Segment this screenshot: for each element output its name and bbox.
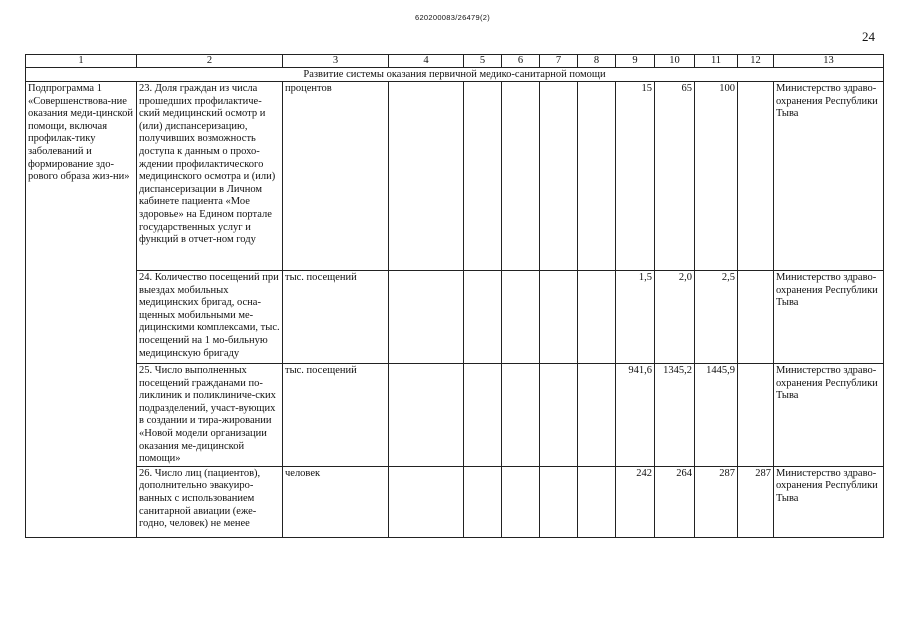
column-header: 10	[655, 55, 695, 68]
value-cell: 941,6	[616, 364, 655, 467]
column-header: 11	[695, 55, 738, 68]
table-row	[26, 466, 884, 537]
value-cell	[738, 82, 774, 271]
empty-cell	[540, 271, 578, 364]
column-header: 13	[774, 55, 884, 68]
empty-cell	[389, 271, 464, 364]
value-cell: 15	[616, 82, 655, 271]
unit-cell: процентов	[283, 82, 389, 271]
table-row	[26, 271, 884, 364]
section-row	[26, 68, 884, 82]
value-cell: 100	[695, 82, 738, 271]
empty-cell	[464, 364, 502, 467]
column-header: 9	[616, 55, 655, 68]
empty-cell	[540, 466, 578, 537]
value-cell: 264	[655, 466, 695, 537]
value-cell: 1,5	[616, 271, 655, 364]
empty-cell	[464, 466, 502, 537]
value-cell: 2,0	[655, 271, 695, 364]
executor-cell: Министерство здраво-охранения Республики Тыва	[774, 466, 884, 537]
column-header: 7	[540, 55, 578, 68]
empty-cell	[464, 271, 502, 364]
value-cell: 65	[655, 82, 695, 271]
empty-cell	[502, 466, 540, 537]
value-cell: 1445,9	[695, 364, 738, 467]
empty-cell	[578, 466, 616, 537]
value-cell	[738, 271, 774, 364]
indicator-cell: 25. Число выполненных посещений гражданами по-ликлиник и поликлиниче-ских подразделений, участ-вующих в создании и тира-жировании «Новой модели организации оказания ме-дицинской помощи»	[137, 364, 283, 467]
empty-cell	[389, 82, 464, 271]
value-cell: 2,5	[695, 271, 738, 364]
unit-cell: тыс. посещений	[283, 271, 389, 364]
column-header: 2	[137, 55, 283, 68]
unit-cell: человек	[283, 466, 389, 537]
value-cell: 287	[738, 466, 774, 537]
executor-cell: Министерство здраво-охранения Республики Тыва	[774, 271, 884, 364]
indicator-cell: 26. Число лиц (пациентов), дополнительно эвакуиро-ванных с использованием санитарной авиации (еже-годно, человек) не менее	[137, 466, 283, 537]
page-number: 24	[862, 29, 875, 44]
column-header: 6	[502, 55, 540, 68]
table-row	[26, 364, 884, 467]
executor-cell: Министерство здраво-охранения Республики Тыва	[774, 364, 884, 467]
column-header: 12	[738, 55, 774, 68]
indicator-cell: 24. Количество посещений при выездах мобильных медицинских бригад, осна-щенных мобильными ме-дицинскими комплексами, тыс. посещений на 1 мо-бильную медицинскую бригаду	[137, 271, 283, 364]
column-header: 1	[26, 55, 137, 68]
column-header: 4	[389, 55, 464, 68]
empty-cell	[578, 364, 616, 467]
value-cell: 242	[616, 466, 655, 537]
unit-cell: тыс. посещений	[283, 364, 389, 467]
empty-cell	[578, 82, 616, 271]
empty-cell	[464, 82, 502, 271]
empty-cell	[502, 82, 540, 271]
empty-cell	[578, 271, 616, 364]
value-cell: 287	[695, 466, 738, 537]
empty-cell	[502, 364, 540, 467]
indicators-table	[25, 54, 884, 538]
table-row	[26, 82, 884, 271]
empty-cell	[502, 271, 540, 364]
column-header: 5	[464, 55, 502, 68]
program-name: Подпрограмма 1 «Совершенствова-ние оказания меди-цинской помощи, включая профилак-тику заболеваний и формирование здо-рового образа жиз-ни»	[26, 82, 137, 538]
empty-cell	[389, 364, 464, 467]
value-cell: 1345,2	[655, 364, 695, 467]
executor-cell: Министерство здраво-охранения Республики Тыва	[774, 82, 884, 271]
document-code: 620200083/26479(2)	[414, 13, 491, 22]
indicator-cell: 23. Доля граждан из числа прошедших профилактиче-ский медицинский осмотр и (или) диспансеризацию, получивших возможность доступа к данным о прохо-ждении профилактического медицинского осмотра и (или) диспансеризации в Личном кабинете пациента «Мое здоровье» на Едином портале государственных услуг и функций в отчет-ном году	[137, 82, 283, 271]
column-header: 8	[578, 55, 616, 68]
section-title: Развитие системы оказания первичной медико-санитарной помощи	[26, 68, 884, 82]
column-header: 3	[283, 55, 389, 68]
empty-cell	[389, 466, 464, 537]
empty-cell	[540, 364, 578, 467]
empty-cell	[540, 82, 578, 271]
column-number-row	[26, 55, 884, 68]
value-cell	[738, 364, 774, 467]
